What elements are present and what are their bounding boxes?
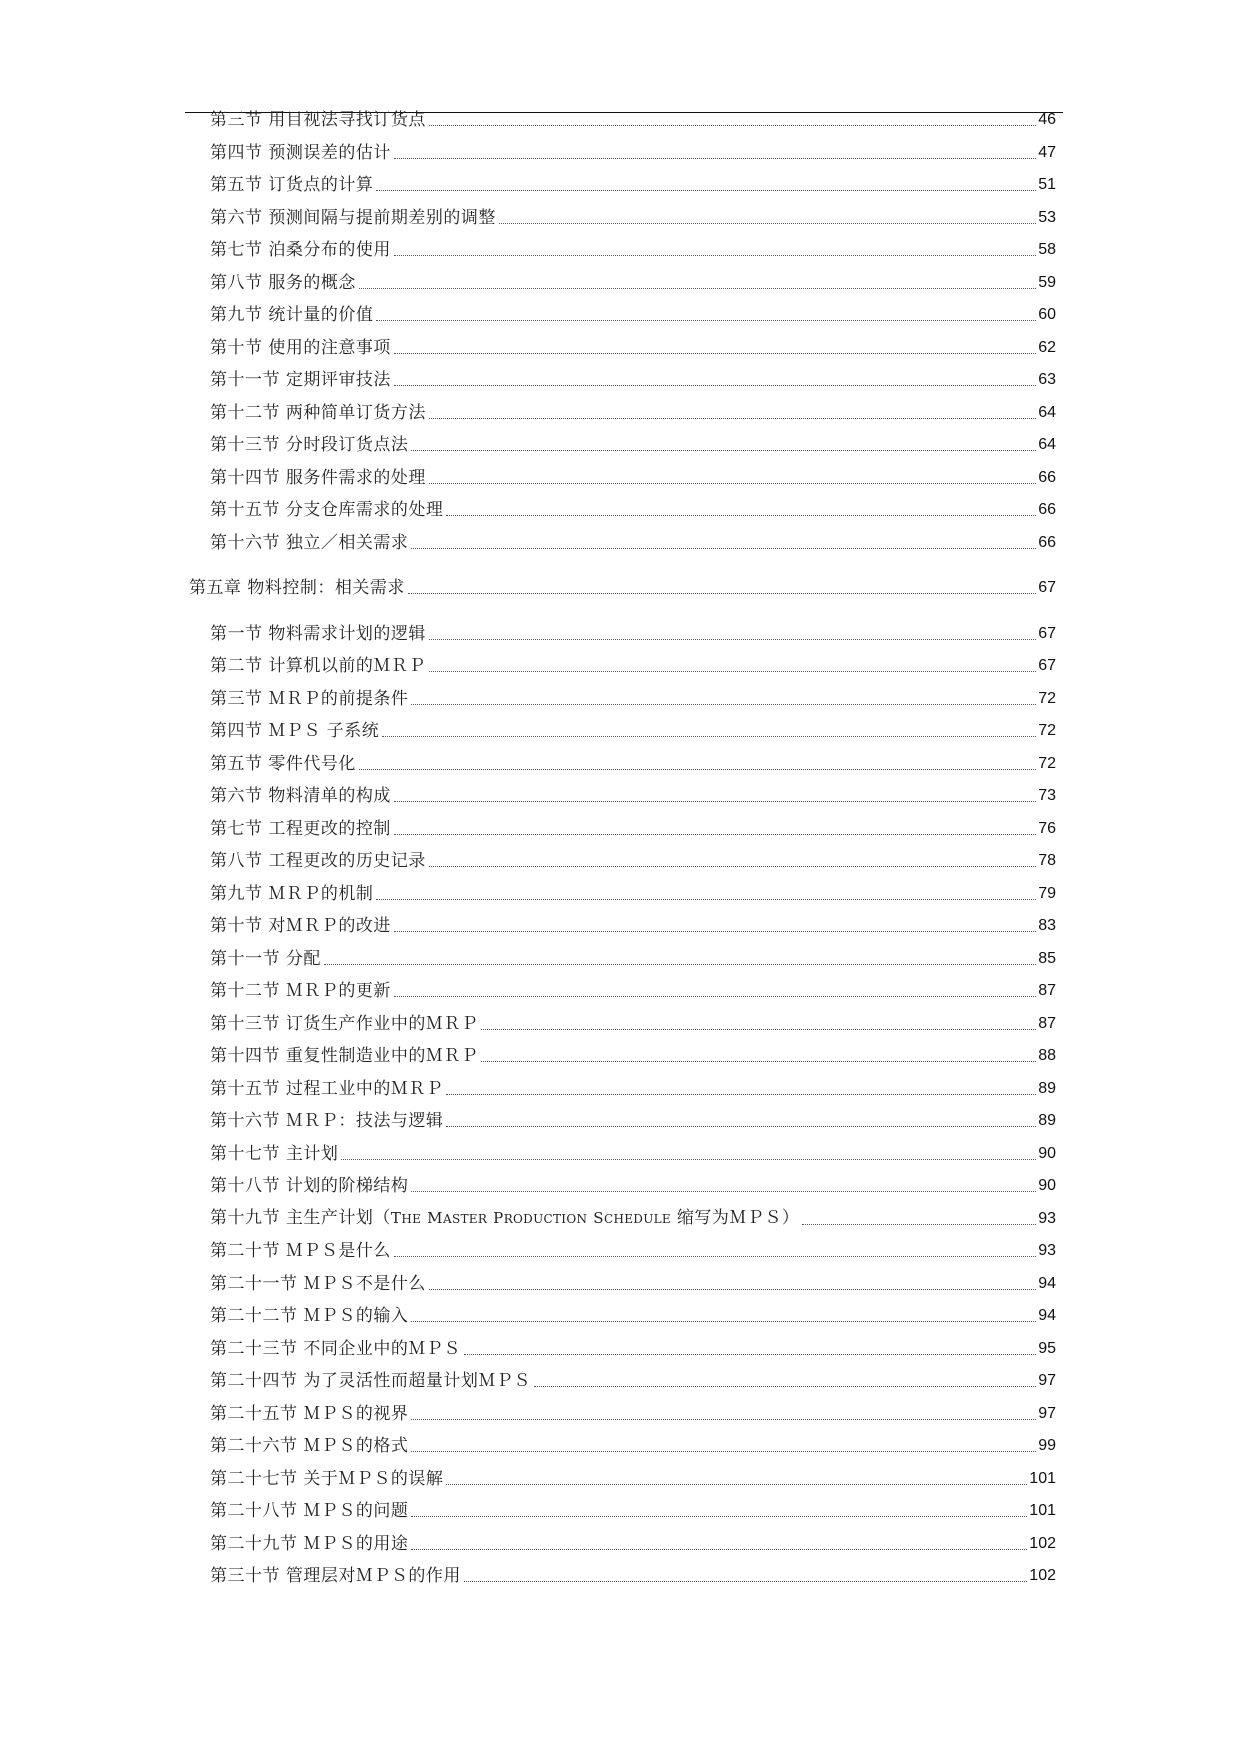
toc-entry-title: 第六节 物料清单的构成 <box>210 786 391 806</box>
toc-entry-page: 97 <box>1038 1404 1056 1422</box>
toc-entry-page: 53 <box>1038 208 1056 226</box>
toc-section-entry[interactable] <box>210 1300 1056 1326</box>
toc-dot-leader <box>411 1191 1036 1192</box>
toc-entry-title: 第十二节 两种简单订货方法 <box>210 402 426 423</box>
toc-entry-page: 66 <box>1038 533 1056 551</box>
toc-entry-page: 102 <box>1029 1567 1056 1584</box>
toc-section-entry[interactable] <box>210 650 1056 676</box>
toc-entry-page: 93 <box>1038 1209 1056 1227</box>
toc-section-entry[interactable] <box>210 1203 1056 1229</box>
toc-dot-leader <box>394 385 1036 386</box>
toc-entry-title: 第二十二节 ＭＰＳ的输入 <box>210 1306 409 1326</box>
toc-dot-leader <box>429 483 1036 484</box>
toc-entry-title: 第三节 用目视法寻找订货点 <box>210 110 426 130</box>
toc-entry-title: 第九节 ＭＲＰ的机制 <box>210 883 374 904</box>
toc-entry-title: 第二十五节 ＭＰＳ的视界 <box>210 1403 409 1424</box>
toc-entry-page: 67 <box>1038 657 1056 674</box>
toc-entry-title: 第三节 ＭＲＰ的前提条件 <box>210 688 409 709</box>
toc-entry-title: 第二十一节 ＭＰＳ不是什么 <box>210 1273 426 1294</box>
toc-chapter-entry[interactable] <box>189 572 1056 598</box>
toc-dot-leader <box>446 515 1036 516</box>
toc-entry-page: 79 <box>1038 884 1056 902</box>
toc-section-entry[interactable] <box>210 1008 1056 1034</box>
toc-section-entry[interactable] <box>210 748 1056 774</box>
toc-entry-title: 第十五节 分支仓库需求的处理 <box>210 500 444 520</box>
toc-entry-page: 67 <box>1038 579 1056 596</box>
toc-section-entry[interactable] <box>210 1463 1056 1489</box>
toc-entry-title: 第二十四节 为了灵活性而超量计划ＭＰＳ <box>210 1371 531 1391</box>
toc-section-entry[interactable] <box>210 1560 1056 1586</box>
toc-dot-leader <box>376 190 1036 191</box>
toc-dot-leader <box>411 1451 1036 1452</box>
toc-entry-page: 89 <box>1038 1112 1056 1129</box>
toc-section-entry[interactable] <box>210 527 1056 553</box>
toc-entry-page: 46 <box>1038 111 1056 128</box>
toc-entry-title: 第二十九节 ＭＰＳ的用途 <box>210 1533 409 1554</box>
toc-entry-page: 93 <box>1038 1242 1056 1259</box>
toc-entry-title: 第四节 预测误差的估计 <box>210 142 391 163</box>
toc-entry-title: 第十四节 服务件需求的处理 <box>210 467 426 488</box>
toc-section-entry[interactable] <box>210 137 1056 163</box>
toc-entry-title: 第四节 ＭＰＳ 子系统 <box>210 721 380 741</box>
toc-entry-title: 第十八节 计划的阶梯结构 <box>210 1176 409 1196</box>
toc-entry-page: 94 <box>1038 1307 1056 1324</box>
toc-entry-title: 第十三节 分时段订货点法 <box>210 435 409 455</box>
toc-entry-title: 第二十七节 关于ＭＰＳ的误解 <box>210 1468 444 1489</box>
toc-section-entry[interactable] <box>210 1495 1056 1521</box>
toc-section-entry[interactable] <box>210 1430 1056 1456</box>
toc-entry-page: 94 <box>1038 1274 1056 1292</box>
toc-entry-title: 第七节 泊桑分布的使用 <box>210 240 391 260</box>
toc-dot-leader <box>359 288 1036 289</box>
toc-entry-page: 101 <box>1029 1502 1056 1519</box>
toc-entry-page: 66 <box>1038 468 1056 486</box>
toc-entry-title: 第六节 预测间隔与提前期差别的调整 <box>210 207 496 228</box>
toc-section-entry[interactable] <box>210 494 1056 520</box>
toc-section-entry[interactable] <box>210 1268 1056 1294</box>
toc-entry-page: 85 <box>1038 949 1056 967</box>
toc-entry-title: 第五章 物料控制：相关需求 <box>189 578 405 598</box>
toc-entry-title: 第十六节 独立／相关需求 <box>210 532 409 553</box>
toc-entry-page: 63 <box>1038 371 1056 388</box>
toc-entry-page: 90 <box>1038 1177 1056 1194</box>
toc-entry-title: 第十四节 重复性制造业中的ＭＲＰ <box>210 1046 479 1066</box>
toc-dot-leader <box>802 1224 1036 1225</box>
toc-dot-leader <box>411 1516 1027 1517</box>
toc-section-entry[interactable] <box>210 910 1056 936</box>
toc-dot-leader <box>446 1126 1036 1127</box>
toc-entry-page: 47 <box>1038 143 1056 161</box>
toc-dot-leader <box>394 255 1036 256</box>
toc-entry-title: 第十六节 ＭＲＰ：技法与逻辑 <box>210 1111 444 1131</box>
toc-entry-title: 第十一节 定期评审技法 <box>210 370 391 390</box>
toc-entry-title: 第十节 使用的注意事项 <box>210 337 391 358</box>
toc-entry-title: 第五节 订货点的计算 <box>210 175 374 195</box>
toc-dot-leader <box>324 964 1036 965</box>
toc-entry-title: 第二十三节 不同企业中的ＭＰＳ <box>210 1338 461 1359</box>
toc-section-entry[interactable] <box>210 364 1056 390</box>
toc-section-entry[interactable] <box>210 1105 1056 1131</box>
toc-dot-leader <box>359 769 1036 770</box>
toc-dot-leader <box>446 1094 1036 1095</box>
toc-dot-leader <box>481 1029 1036 1030</box>
toc-section-entry[interactable] <box>210 1040 1056 1066</box>
toc-entry-title: 第十二节 ＭＲＰ的更新 <box>210 981 391 1001</box>
toc-section-entry[interactable] <box>210 462 1056 488</box>
toc-entry-page: 97 <box>1038 1372 1056 1389</box>
toc-section-entry[interactable] <box>210 1398 1056 1424</box>
toc-section-entry[interactable] <box>210 845 1056 871</box>
toc-entry-page: 101 <box>1029 1469 1056 1487</box>
toc-entry-title: 第十七节 主计划 <box>210 1143 339 1164</box>
toc-dot-leader <box>411 704 1036 705</box>
toc-entry-page: 89 <box>1038 1079 1056 1097</box>
toc-section-entry[interactable] <box>210 618 1056 644</box>
toc-section-entry[interactable] <box>210 429 1056 455</box>
toc-section-entry[interactable] <box>210 715 1056 741</box>
toc-section-entry[interactable] <box>210 683 1056 709</box>
toc-dot-leader <box>429 418 1036 419</box>
toc-dot-leader <box>429 866 1036 867</box>
toc-dot-leader <box>429 125 1036 126</box>
toc-entry-title: 第七节 工程更改的控制 <box>210 818 391 839</box>
toc-entry-page: 73 <box>1038 787 1056 804</box>
toc-entry-page: 95 <box>1038 1339 1056 1357</box>
toc-dot-leader <box>411 1321 1036 1322</box>
toc-entry-page: 62 <box>1038 338 1056 356</box>
toc-section-entry[interactable] <box>210 202 1056 228</box>
toc-section-entry[interactable] <box>210 1528 1056 1554</box>
toc-dot-leader <box>382 736 1036 737</box>
toc-entry-title: 第二十八节 ＭＰＳ的问题 <box>210 1501 409 1521</box>
toc-entry-title: 第十节 对ＭＲＰ的改进 <box>210 916 391 936</box>
toc-dot-leader <box>411 1549 1027 1550</box>
toc-dot-leader <box>394 996 1036 997</box>
toc-section-entry[interactable] <box>210 332 1056 358</box>
toc-section-entry[interactable] <box>210 234 1056 260</box>
toc-dot-leader <box>411 548 1036 549</box>
toc-entry-page: 64 <box>1038 403 1056 421</box>
toc-entry-page: 51 <box>1038 176 1056 193</box>
toc-entry-title: 第八节 服务的概念 <box>210 272 356 293</box>
toc-entry-page: 78 <box>1038 852 1056 869</box>
toc-section-entry[interactable] <box>210 1333 1056 1359</box>
toc-dot-leader <box>411 450 1036 451</box>
toc-entry-page: 88 <box>1038 1047 1056 1064</box>
toc-entry-page: 67 <box>1038 624 1056 642</box>
toc-section-entry[interactable] <box>210 1365 1056 1391</box>
toc-entry-page: 64 <box>1038 436 1056 453</box>
toc-entry-title: 第十三节 订货生产作业中的ＭＲＰ <box>210 1013 479 1034</box>
toc-entry-page: 60 <box>1038 306 1056 323</box>
toc-dot-leader <box>464 1354 1036 1355</box>
toc-entry-page: 72 <box>1038 754 1056 772</box>
toc-dot-leader <box>411 1419 1036 1420</box>
toc-dot-leader <box>376 899 1036 900</box>
toc-entry-page: 87 <box>1038 1014 1056 1032</box>
toc-entry-page: 90 <box>1038 1144 1056 1162</box>
toc-entry-title: 第八节 工程更改的历史记录 <box>210 851 426 871</box>
toc-dot-leader <box>394 834 1036 835</box>
toc-dot-leader <box>394 801 1036 802</box>
toc-dot-leader <box>429 639 1036 640</box>
toc-section-entry[interactable] <box>210 169 1056 195</box>
toc-section-entry[interactable] <box>210 878 1056 904</box>
toc-entry-page: 72 <box>1038 689 1056 707</box>
toc-entry-page: 59 <box>1038 273 1056 291</box>
toc-dot-leader <box>429 1289 1036 1290</box>
toc-section-entry[interactable] <box>210 1235 1056 1261</box>
toc-section-entry[interactable] <box>210 780 1056 806</box>
toc-entry-page: 83 <box>1038 917 1056 934</box>
toc-dot-leader <box>394 1256 1036 1257</box>
toc-entry-page: 58 <box>1038 241 1056 258</box>
toc-entry-title: 第十五节 过程工业中的ＭＲＰ <box>210 1078 444 1099</box>
toc-section-entry[interactable] <box>210 943 1056 969</box>
toc-section-entry[interactable] <box>210 267 1056 293</box>
toc-section-entry[interactable] <box>210 397 1056 423</box>
toc-dot-leader <box>341 1159 1036 1160</box>
toc-dot-leader <box>446 1484 1027 1485</box>
toc-entry-title: 第二十节 ＭＰＳ是什么 <box>210 1241 391 1261</box>
toc-section-entry[interactable] <box>210 975 1056 1001</box>
toc-dot-leader <box>481 1061 1036 1062</box>
toc-entry-title: 第五节 零件代号化 <box>210 753 356 774</box>
toc-entry-page: 76 <box>1038 819 1056 837</box>
toc-section-entry[interactable] <box>210 1073 1056 1099</box>
toc-section-entry[interactable] <box>210 1170 1056 1196</box>
toc-dot-leader <box>534 1386 1036 1387</box>
toc-dot-leader <box>394 158 1036 159</box>
toc-entry-page: 102 <box>1029 1534 1056 1552</box>
toc-dot-leader <box>394 931 1036 932</box>
toc-entry-title: 第一节 物料需求计划的逻辑 <box>210 623 426 644</box>
toc-dot-leader <box>408 593 1036 594</box>
toc-entry-page: 87 <box>1038 982 1056 999</box>
toc-entry-page: 99 <box>1038 1437 1056 1454</box>
toc-dot-leader <box>394 353 1036 354</box>
toc-entry-title: 第二节 计算机以前的ＭＲＰ <box>210 656 426 676</box>
toc-entry-title: 第九节 统计量的价值 <box>210 305 374 325</box>
toc-entry-title: 第三十节 管理层对ＭＰＳ的作用 <box>210 1566 461 1586</box>
toc-dot-leader <box>376 320 1036 321</box>
toc-entry-page: 72 <box>1038 722 1056 739</box>
toc-entry-title: 第二十六节 ＭＰＳ的格式 <box>210 1436 409 1456</box>
toc-section-entry[interactable] <box>210 813 1056 839</box>
toc-section-entry[interactable] <box>210 299 1056 325</box>
toc-entry-title: 第十九节 主生产计划（THE MASTER PRODUCTION SCHEDULE 缩写为ＭＰＳ） <box>210 1207 800 1228</box>
toc-dot-leader <box>499 223 1036 224</box>
toc-section-entry[interactable] <box>210 1138 1056 1164</box>
toc-section-entry[interactable] <box>210 104 1056 130</box>
toc-entry-page: 66 <box>1038 501 1056 518</box>
toc-dot-leader <box>464 1581 1027 1582</box>
toc-dot-leader <box>429 671 1036 672</box>
toc-entry-title: 第十一节 分配 <box>210 948 321 969</box>
